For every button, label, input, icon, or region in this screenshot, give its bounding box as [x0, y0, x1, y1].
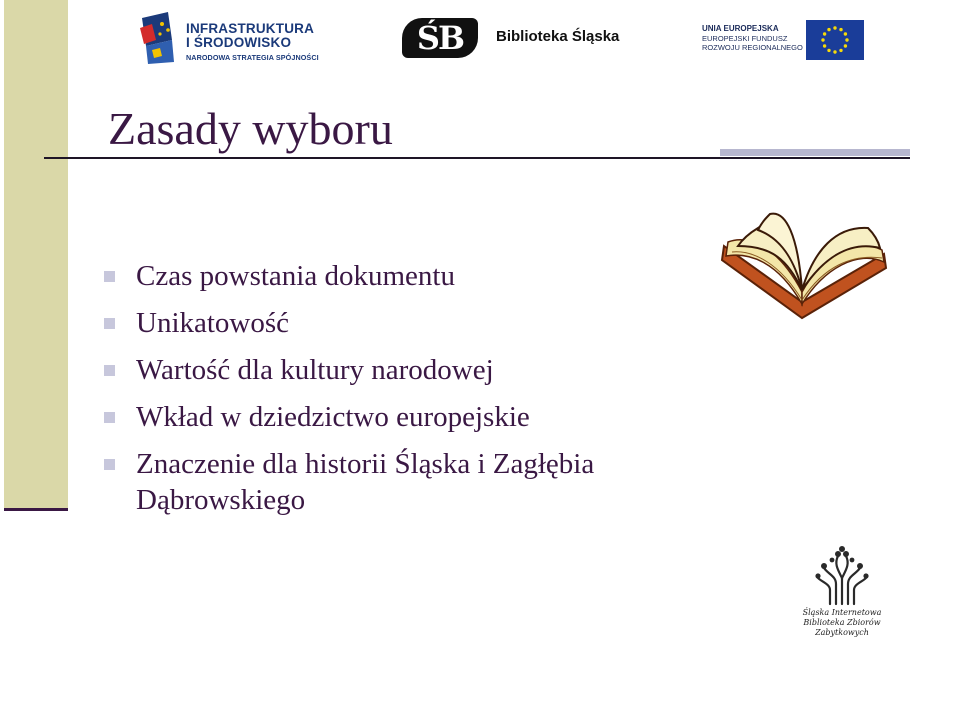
square-bullet-icon — [104, 365, 115, 376]
sidebar-decoration — [4, 0, 68, 508]
square-bullet-icon — [104, 459, 115, 470]
list-item-text: Wartość dla kultury narodowej — [136, 354, 494, 386]
sibzz-logo — [796, 544, 888, 648]
eu-fund-line1: EUROPEJSKI FUNDUSZ — [702, 33, 788, 43]
infrastruktura-logo — [134, 8, 334, 68]
square-bullet-icon — [104, 318, 115, 329]
title-rule-accent — [720, 149, 910, 156]
list-item — [104, 399, 744, 435]
biblioteka-slaska-logo — [402, 16, 632, 60]
sibzz-line2: Biblioteka Zbiorów — [803, 618, 881, 627]
eu-fund-line2: ROZWOJU REGIONALNEGO — [702, 42, 803, 52]
list-item-text: Wkład w dziedzictwo europejskie — [136, 401, 530, 433]
infrastruktura-flag-icon — [138, 10, 176, 66]
eu-flag-icon — [806, 20, 864, 60]
title-rule — [44, 157, 910, 159]
sidebar-rule — [4, 508, 68, 511]
biblioteka-name: Biblioteka Śląska — [496, 28, 620, 45]
list-item-text: Unikatowość — [136, 307, 290, 339]
sibzz-line1: Śląska Internetowa — [802, 608, 882, 617]
eu-logo — [702, 20, 864, 62]
infrastruktura-title: INFRASTRUKTURA — [186, 21, 315, 36]
square-bullet-icon — [104, 271, 115, 282]
list-item — [104, 305, 744, 341]
list-item — [104, 352, 744, 388]
page-title: Zasady wyboru — [108, 103, 393, 154]
infrastruktura-tagline: NARODOWA STRATEGIA SPÓJNOŚCI — [186, 53, 319, 63]
square-bullet-icon — [104, 412, 115, 423]
list-item-text: Znaczenie dla historii Śląska i Zagłębia Dąbrowskiego — [136, 448, 595, 516]
biblioteka-mark: ŚB — [402, 18, 478, 58]
eu-title: UNIA EUROPEJSKA — [702, 24, 779, 33]
sibzz-line3: Zabytkowych — [815, 628, 869, 637]
logo-banner — [128, 0, 870, 74]
list-item-text: Czas powstania dokumentu — [136, 260, 455, 292]
tree-logo-icon — [814, 544, 870, 606]
infrastruktura-subtitle: I ŚRODOWISKO — [186, 35, 292, 51]
bullet-list — [104, 258, 744, 529]
open-book-icon — [718, 206, 890, 322]
list-item — [104, 258, 744, 294]
list-item — [104, 446, 744, 518]
